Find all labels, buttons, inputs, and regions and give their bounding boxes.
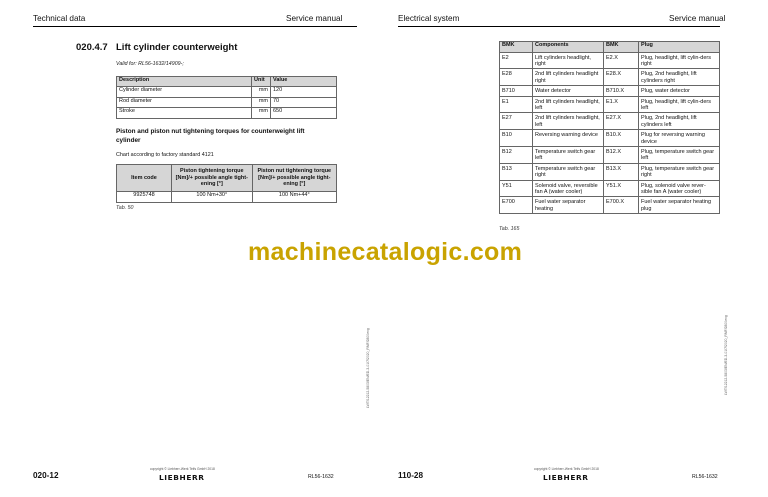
table-cell: Rod diameter [117,97,252,108]
table-header-row [500,42,720,53]
table-cell: E28 [500,69,533,86]
table-row [500,52,720,69]
table-row [117,87,337,98]
table-header-row [117,165,337,192]
table-row [500,163,720,180]
page-number: 110-28 [398,471,424,480]
table-cell: B10.X [604,130,639,147]
table-cell: B10 [500,130,533,147]
table-cell: B13.X [604,163,639,180]
table-cell: Plug, 2nd headlight, lift cylinders left [639,113,720,130]
table-row [500,86,720,96]
table-cell: B13 [500,163,533,180]
table-cell: E2.X [604,52,639,69]
table-cell: Stroke [117,108,252,119]
table-header-cell: Value [271,77,337,87]
table-cell: B12.X [604,146,639,163]
table-cell: mm [252,87,271,98]
table-header-cell: Description [117,77,252,87]
torque-subheading: Piston and piston nut tightening torques for counterweight lift cylinder [116,128,305,144]
cylinder-dimensions-table [116,76,337,119]
table-cell: B710.X [604,86,639,96]
table-cell: Plug, solenoid valve rever-sible fan A (water cooler) [639,180,720,197]
section-number: 020.4.7 [76,42,108,53]
table-cell: Plug, temperature switch gear left [639,146,720,163]
table-header-cell: Components [533,42,604,53]
table-cell: E2 [500,52,533,69]
table-row [500,197,720,214]
left-header-rule [33,26,357,27]
table-row [500,69,720,86]
table-cell: Fuel water separator heating [533,197,604,214]
table-cell: Cylinder diameter [117,87,252,98]
table-header-row [117,77,337,87]
table-cell: Temperature switch gear left [533,146,604,163]
table-cell: 650 [271,108,337,119]
table-cell: E27 [500,113,533,130]
table-cell: mm [252,97,271,108]
table-header-cell: Piston tightening torque [Nm]/+ possible angle tight-ening [°] [172,165,253,192]
table-cell: Fuel water separator heating plug [639,197,720,214]
table-row [117,108,337,119]
table-header-cell: Plug [639,42,720,53]
table-cell: E28.X [604,69,639,86]
table-cell: 100 Nm+30° [172,192,253,203]
table-cell: 120 [271,87,337,98]
table-cell: Solenoid valve, reversible fan A (water cooler) [533,180,604,197]
model-number: RL56-1632 [692,474,718,480]
table-row [117,97,337,108]
valid-for-note: Valid for: RL56-1632/14909-; [116,61,184,67]
table-cell: mm [252,108,271,119]
table-cell: Plug, headlight, lift cylin-ders left [639,96,720,113]
table-cell: E1.X [604,96,639,113]
table-cell: E27.X [604,113,639,130]
table-caption: Tab. 165 [499,226,520,232]
watermark-text: machinecatalogic.com [248,238,523,266]
table-row [117,192,337,203]
right-header-title: Electrical system [398,14,460,23]
table-cell: E700.X [604,197,639,214]
table-cell: Y51 [500,180,533,197]
left-header-title: Technical data [33,14,86,23]
table-cell: Plug for reversing warning device [639,130,720,147]
table-header-cell: Piston nut tightening torque [Nm]/+ possible angle tight-ening [°] [252,165,336,192]
table-cell: B710 [500,86,533,96]
table-header-cell: Item code [117,165,172,192]
liebherr-logo: LIEBHERR [159,473,205,482]
table-cell: E700 [500,197,533,214]
table-cell: Reversing warning device [533,130,604,147]
table-cell: Plug, temperature switch gear right [639,163,720,180]
table-row [500,130,720,147]
table-cell: Plug, water detector [639,86,720,96]
left-header-manual: Service manual [286,14,343,23]
copyright-notice: copyright © Liebherr-Werk Telfs GmbH 2018 [150,467,215,471]
right-header-manual: Service manual [669,14,726,23]
table-header-cell: BMK [604,42,639,53]
table-header-cell: Unit [252,77,271,87]
copyright-notice: copyright © Liebherr-Werk Telfs GmbH 2018 [534,467,599,471]
table-cell: 2nd lift cylinders headlight, left [533,96,604,113]
table-header-cell: BMK [500,42,533,53]
table-cell: E1 [500,96,533,113]
table-cell: Plug, headlight, lift cylin-ders right [639,52,720,69]
electrical-components-table [499,41,720,214]
side-document-code: LWT/12212-5803/EN/ED-3-01/7/2020_RMF/2800eng [366,328,370,408]
table-cell: 2nd lift cylinders headlight right [533,69,604,86]
table-row [500,96,720,113]
table-cell: Lift cylinders headlight, right [533,52,604,69]
table-cell: Water detector [533,86,604,96]
table-caption: Tab. 50 [116,205,134,211]
table-row [500,113,720,130]
table-cell: Plug, 2nd headlight, lift cylinders right [639,69,720,86]
table-cell: 70 [271,97,337,108]
table-body [500,52,720,214]
page-number: 020-12 [33,471,59,480]
table-cell: B12 [500,146,533,163]
table-cell: Y51.X [604,180,639,197]
liebherr-logo: LIEBHERR [543,473,589,482]
table-cell: 9925748 [117,192,172,203]
table-cell: Temperature switch gear right [533,163,604,180]
table-row [500,146,720,163]
model-number: RL56-1632 [308,474,334,480]
side-document-code: LWT/12212-5803/EN/ED-3-01/7/2020_RMF/2800eng [724,315,728,395]
section-title: Lift cylinder counterweight [116,42,238,53]
table-cell: 100 Nm+44° [252,192,336,203]
right-header-rule [398,26,720,27]
factory-standard-note: Chart according to factory standard 4121 [116,152,214,158]
torque-table [116,164,337,203]
table-row [500,180,720,197]
table-cell: 2nd lift cylinders headlight, left [533,113,604,130]
